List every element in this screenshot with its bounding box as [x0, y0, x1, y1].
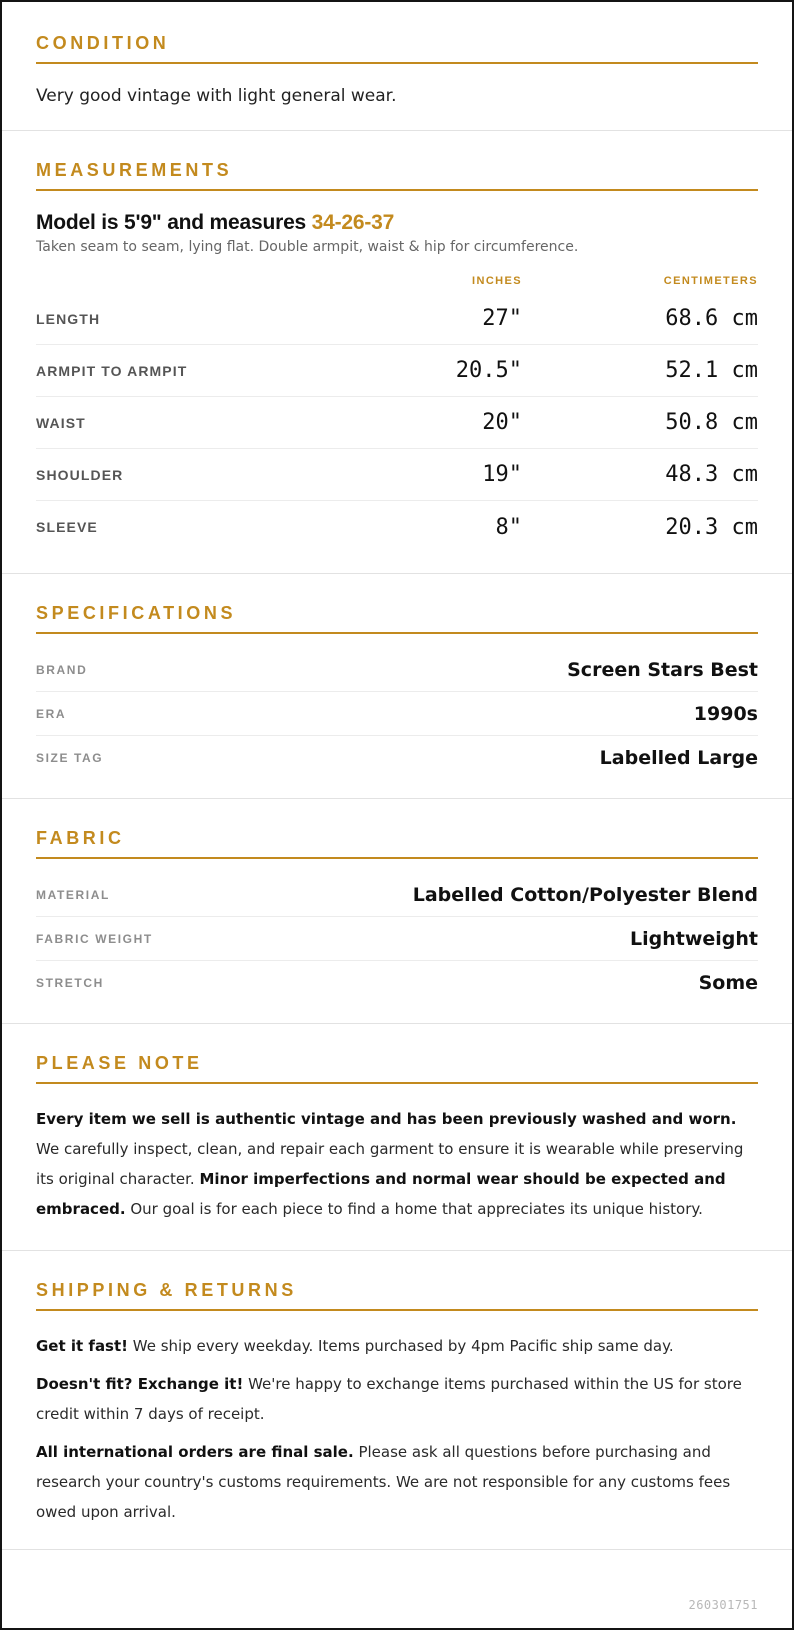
measurement-inches: 20" [482, 410, 522, 435]
measurements-section [2, 131, 792, 574]
measurement-label: ARMPIT TO ARMPIT [36, 362, 188, 379]
fabric-heading: FABRIC [36, 827, 758, 859]
model-measures: 34-26-37 [311, 211, 395, 234]
specifications-section [2, 574, 792, 799]
measurement-cm: 52.1 cm [665, 358, 758, 383]
measurements-heading: MEASUREMENTS [36, 159, 758, 191]
fabric-label: FABRIC WEIGHT [36, 931, 153, 946]
measurement-inches: 8" [495, 514, 522, 540]
measurement-table [36, 293, 758, 553]
please-note-paragraph [36, 1104, 758, 1224]
measurement-row [36, 345, 758, 397]
measurement-row [36, 501, 758, 553]
fabric-value: Lightweight [630, 927, 758, 950]
note-text-2: Our goal is for each piece to find a home that appreciates its unique history. [125, 1200, 703, 1218]
shipping-paragraph-fast [36, 1331, 758, 1361]
fabric-row-weight [36, 917, 758, 961]
condition-section [2, 2, 792, 131]
spec-row-brand [36, 648, 758, 692]
model-info [36, 211, 758, 235]
fabric-value: Labelled Cotton/Polyester Blend [412, 883, 758, 906]
spec-label: SIZE TAG [36, 751, 104, 765]
measurement-cm: 50.8 cm [665, 410, 758, 435]
measurement-label: WAIST [36, 414, 86, 431]
shipping-text-2: We're happy to exchange items purchased within the US for store credit within 7 days of receipt. [36, 1375, 742, 1423]
fabric-row-stretch [36, 961, 758, 1005]
note-text-1: We carefully inspect, clean, and repair each garment to ensure it is wearable while preserving its original character. [36, 1140, 744, 1188]
measurement-header [36, 275, 758, 287]
spec-row-era [36, 692, 758, 736]
measurement-cm: 20.3 cm [665, 514, 758, 540]
shipping-bold-1: Get it fast! [36, 1337, 128, 1355]
measurement-label: SHOULDER [36, 466, 124, 483]
shipping-bold-2: Doesn't fit? Exchange it! [36, 1375, 244, 1393]
shipping-paragraph-exchange [36, 1369, 758, 1429]
shipping-text-1: We ship every weekday. Items purchased by 4pm Pacific ship same day. [128, 1337, 674, 1355]
spec-value: Screen Stars Best [567, 658, 758, 681]
specifications-list [36, 648, 758, 780]
condition-text: Very good vintage with light general wear. [36, 86, 397, 106]
measurement-label: LENGTH [36, 310, 101, 327]
fabric-list [36, 873, 758, 1005]
shipping-text-3: Please ask all questions before purchasing and research your country's customs requirements. We are not responsible for any customs fees owed upon arrival. [36, 1443, 731, 1521]
shipping-bold-3: All international orders are final sale. [36, 1443, 354, 1461]
note-bold-1: Every item we sell is authentic vintage and has been previously washed and worn. [36, 1110, 737, 1128]
measurement-inches: 27" [482, 306, 522, 331]
column-inches-header: INCHES [472, 275, 522, 287]
header-spacer [36, 275, 322, 287]
measurement-row [36, 293, 758, 345]
model-prefix: Model is 5'9" and measures [36, 211, 312, 234]
spec-label: BRAND [36, 662, 88, 677]
please-note-heading: PLEASE NOTE [36, 1052, 758, 1084]
spec-value: 1990s [693, 702, 758, 725]
measurement-inches: 19" [482, 462, 522, 487]
column-centimeters-header: CENTIMETERS [663, 275, 758, 287]
specifications-heading: SPECIFICATIONS [36, 602, 758, 634]
shipping-paragraph-international [36, 1437, 758, 1527]
spec-value: Labelled Large [599, 747, 758, 769]
measurement-note: Taken seam to seam, lying flat. Double armpit, waist & hip for circumference. [36, 239, 579, 255]
fabric-row-material [36, 873, 758, 917]
fabric-label: MATERIAL [36, 887, 110, 902]
spec-label: ERA [36, 706, 67, 721]
note-bold-2: Minor imperfections and normal wear should be expected and embraced. [36, 1170, 726, 1218]
spec-row-size-tag [36, 736, 758, 780]
condition-heading: CONDITION [36, 32, 758, 64]
product-id: 260301751 [688, 1598, 758, 1612]
shipping-returns-heading: SHIPPING & RETURNS [36, 1279, 758, 1311]
measurement-cm: 48.3 cm [665, 462, 758, 487]
fabric-section [2, 799, 792, 1024]
please-note-section [2, 1024, 792, 1251]
measurement-cm: 68.6 cm [665, 306, 758, 331]
measurement-row [36, 397, 758, 449]
fabric-value: Some [698, 972, 758, 994]
measurement-label: SLEEVE [36, 519, 98, 535]
shipping-returns-section [2, 1251, 792, 1550]
measurement-row [36, 449, 758, 501]
measurement-inches: 20.5" [455, 358, 522, 383]
fabric-label: STRETCH [36, 976, 104, 990]
